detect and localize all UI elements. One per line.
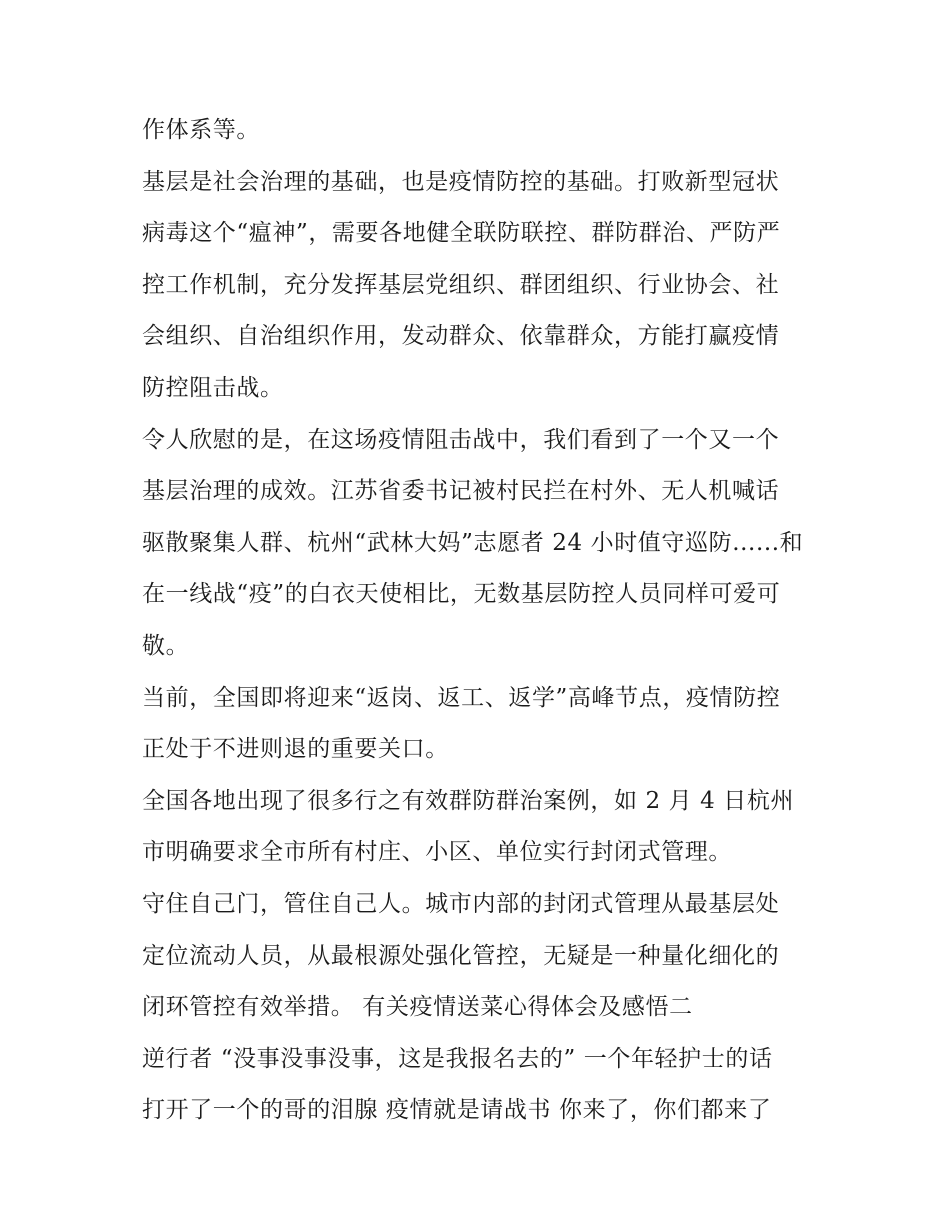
document-body	[142, 105, 818, 1137]
text-line: 病毒这个“瘟神”，需要各地健全联防联控、群防群治、严防严	[142, 220, 781, 247]
text-line: 正处于不进则退的重要关口。	[142, 736, 449, 763]
text-line: 逆行者 “没事没事没事，这是我报名去的” 一个年轻护士的话	[142, 1045, 773, 1072]
text-line: 基层治理的成效。江苏省委书记被村民拦在村外、无人机喊话	[142, 478, 780, 505]
text-line: 令人欣慰的是，在这场疫情阻击战中，我们看到了一个又一个	[142, 426, 780, 453]
text-line: 控工作机制，充分发挥基层党组织、群团组织、行业协会、社	[142, 271, 780, 298]
text-line: 会组织、自治组织作用，发动群众、依靠群众，方能打赢疫情	[142, 323, 780, 350]
text-line: 作体系等。	[142, 117, 260, 143]
text-line: 市明确要求全市所有村庄、小区、单位实行封闭式管理。	[142, 839, 732, 866]
text-line: 闭环管控有效举措。 有关疫情送菜心得体会及感悟二	[142, 994, 693, 1021]
text-line: 守住自己门，管住自己人。城市内部的封闭式管理从最基层处	[142, 890, 780, 917]
text-line: 敬。	[142, 632, 190, 659]
text-line: 打开了一个的哥的泪腺 疫情就是请战书 你来了，你们都来了	[142, 1097, 772, 1124]
text-line: 防控阻击战。	[142, 374, 284, 401]
text-line: 驱散聚集人群、杭州“武林大妈”志愿者 24 小时值守巡防......和	[142, 529, 804, 556]
text-line: 在一线战“疫”的白衣天使相比，无数基层防控人员同样可爱可	[142, 581, 781, 608]
text-line: 定位流动人员，从最根源处强化管控，无疑是一种量化细化的	[142, 942, 780, 969]
text-line: 当前，全国即将迎来“返岗、返工、返学”高峰节点，疫情防控	[142, 684, 781, 711]
text-line: 基层是社会治理的基础，也是疫情防控的基础。打败新型冠状	[142, 168, 780, 195]
text-line: 全国各地出现了很多行之有效群防群治案例，如 2 月 4 日杭州	[142, 787, 795, 814]
